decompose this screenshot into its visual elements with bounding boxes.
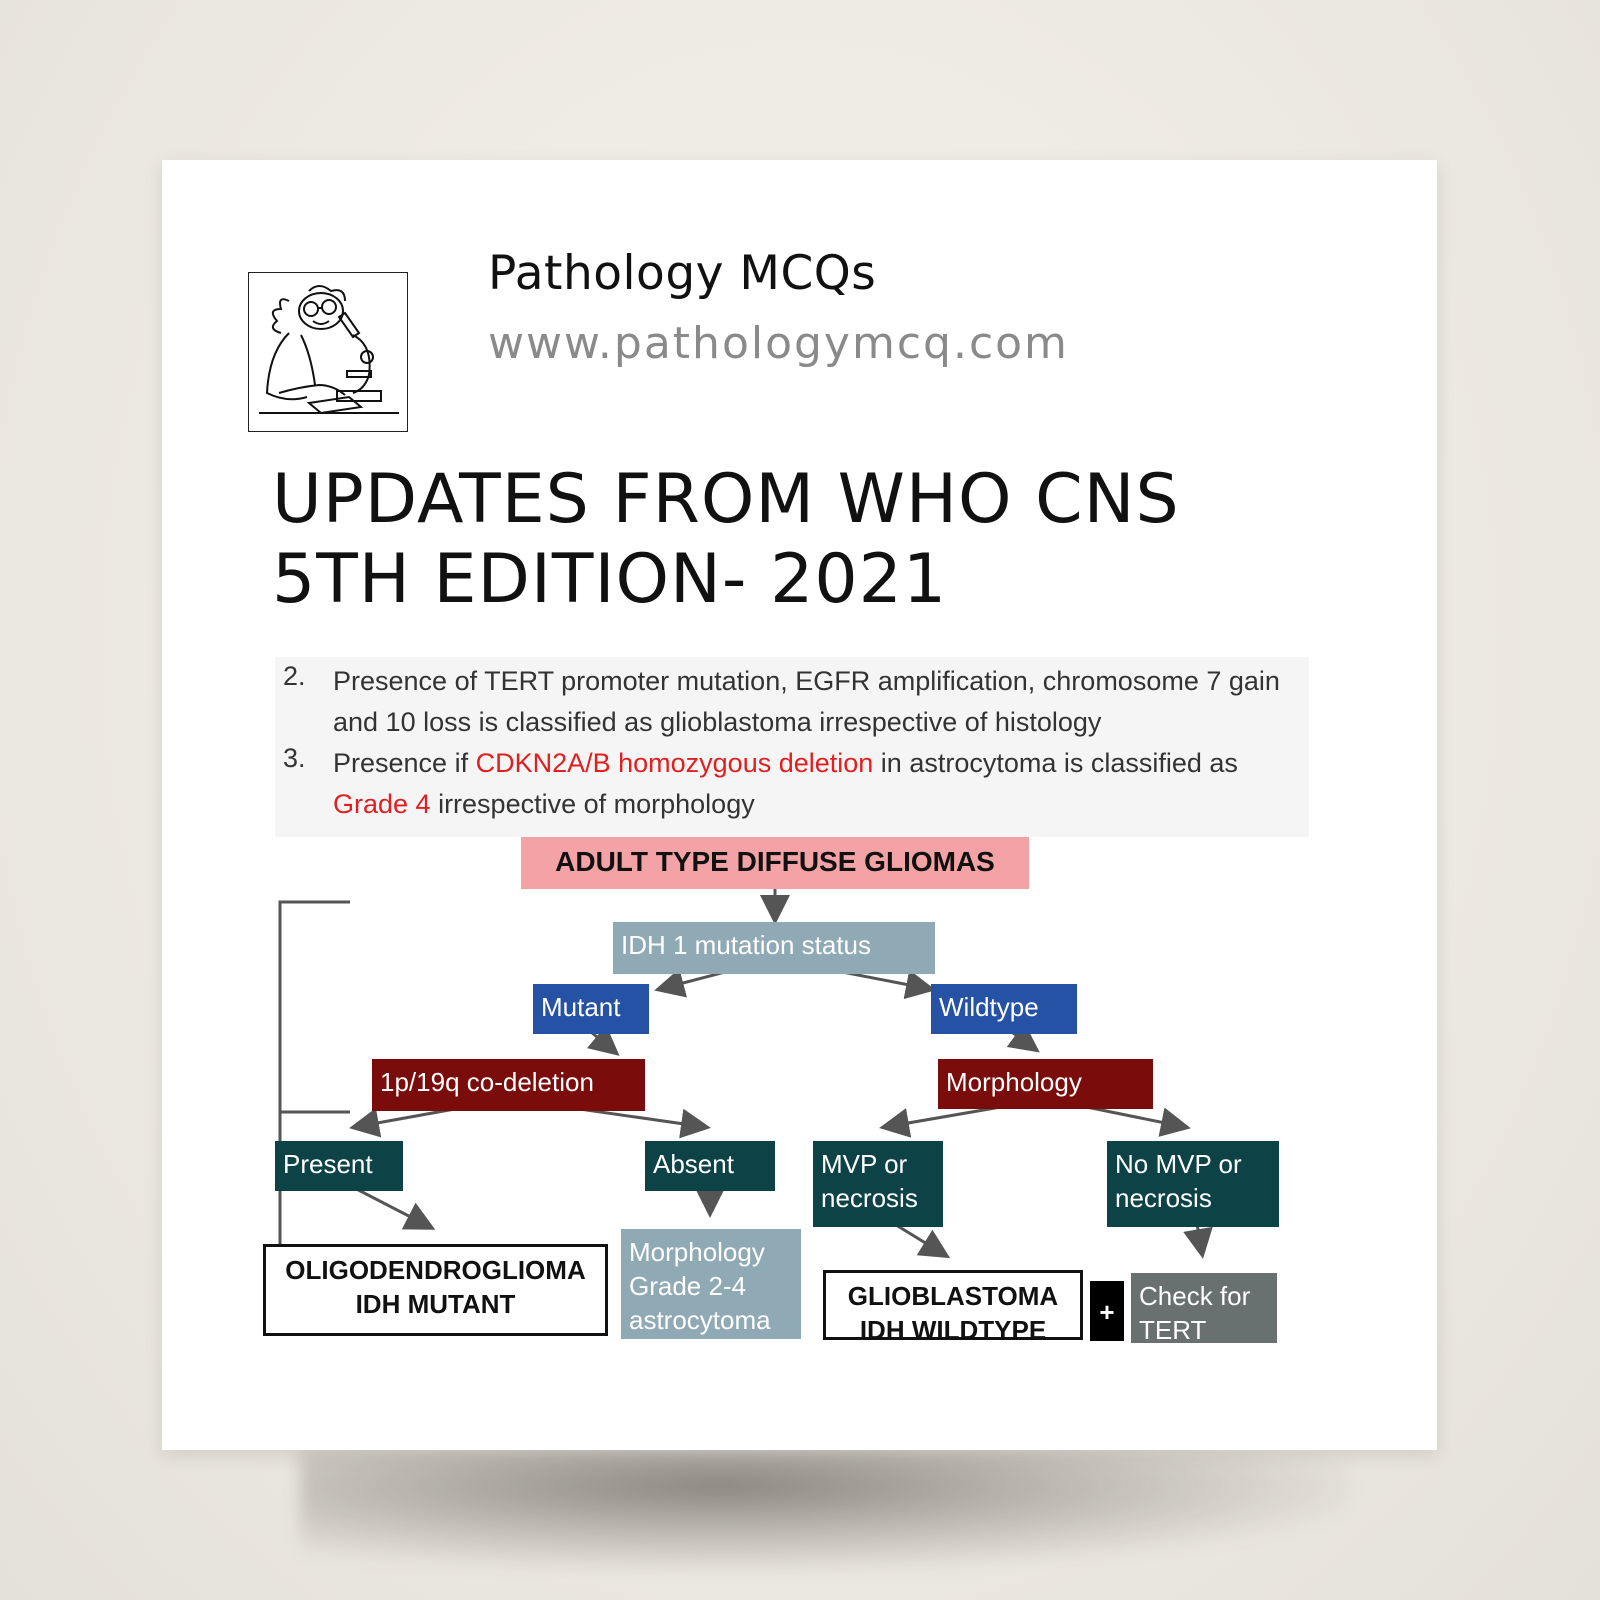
flowchart <box>275 837 1309 1345</box>
scientist-microscope-icon <box>249 273 406 430</box>
result-astrocytoma: Morphology Grade 2-4 astrocytoma <box>621 1229 801 1339</box>
note-number: 3. <box>283 743 306 773</box>
node-mvp-necrosis: MVP or necrosis <box>813 1141 943 1227</box>
node-mutant: Mutant <box>533 984 649 1034</box>
card-shadow <box>300 1450 1350 1570</box>
node-idh-status: IDH 1 mutation status <box>613 922 935 974</box>
result-line: IDH MUTANT <box>355 1289 516 1319</box>
note-text <box>333 743 1293 825</box>
result-line: GLIOBLASTOMA <box>847 1281 1059 1311</box>
node-codeletion: 1p/19q co-deletion <box>372 1059 645 1111</box>
embedded-screenshot <box>275 657 1309 1345</box>
logo <box>248 272 408 432</box>
note-number: 2. <box>283 661 306 691</box>
notes-panel <box>275 657 1309 837</box>
result-glioblastoma <box>823 1270 1083 1345</box>
page-title <box>272 460 1180 620</box>
post-card <box>162 160 1437 1450</box>
result-line: OLIGODENDROGLIOMA <box>285 1255 586 1285</box>
note-text: Presence of TERT promoter mutation, EGFR amplification, chromosome 7 gain and 10 loss is classified as glioblastoma irrespective of histology <box>333 666 1280 737</box>
plus-sign: + <box>1090 1281 1124 1341</box>
note-text-part: Presence if <box>333 748 476 778</box>
result-line: IDH WILDTYPE <box>859 1315 1047 1345</box>
node-morphology: Morphology <box>938 1059 1153 1109</box>
node-check-tert: Check for TERT <box>1131 1273 1277 1343</box>
note-highlight: CDKN2A/B homozygous deletion <box>475 748 874 778</box>
node-wildtype: Wildtype <box>931 984 1077 1034</box>
title-line-1: UPDATES FROM WHO CNS <box>272 460 1180 539</box>
title-line-2: 5TH EDITION- 2021 <box>272 540 948 619</box>
note-highlight: Grade 4 <box>333 789 431 819</box>
brand-name: Pathology MCQs <box>488 246 877 301</box>
note-text-part: irrespective of morphology <box>430 789 755 819</box>
node-root: ADULT TYPE DIFFUSE GLIOMAS <box>521 837 1029 889</box>
result-oligodendroglioma <box>263 1244 608 1336</box>
node-no-mvp-necrosis: No MVP or necrosis <box>1107 1141 1279 1227</box>
node-absent: Absent <box>645 1141 775 1191</box>
website-url[interactable]: www.pathologymcq.com <box>488 318 1069 369</box>
node-present: Present <box>275 1141 403 1191</box>
note-text-part: in astrocytoma is classified as <box>873 748 1238 778</box>
